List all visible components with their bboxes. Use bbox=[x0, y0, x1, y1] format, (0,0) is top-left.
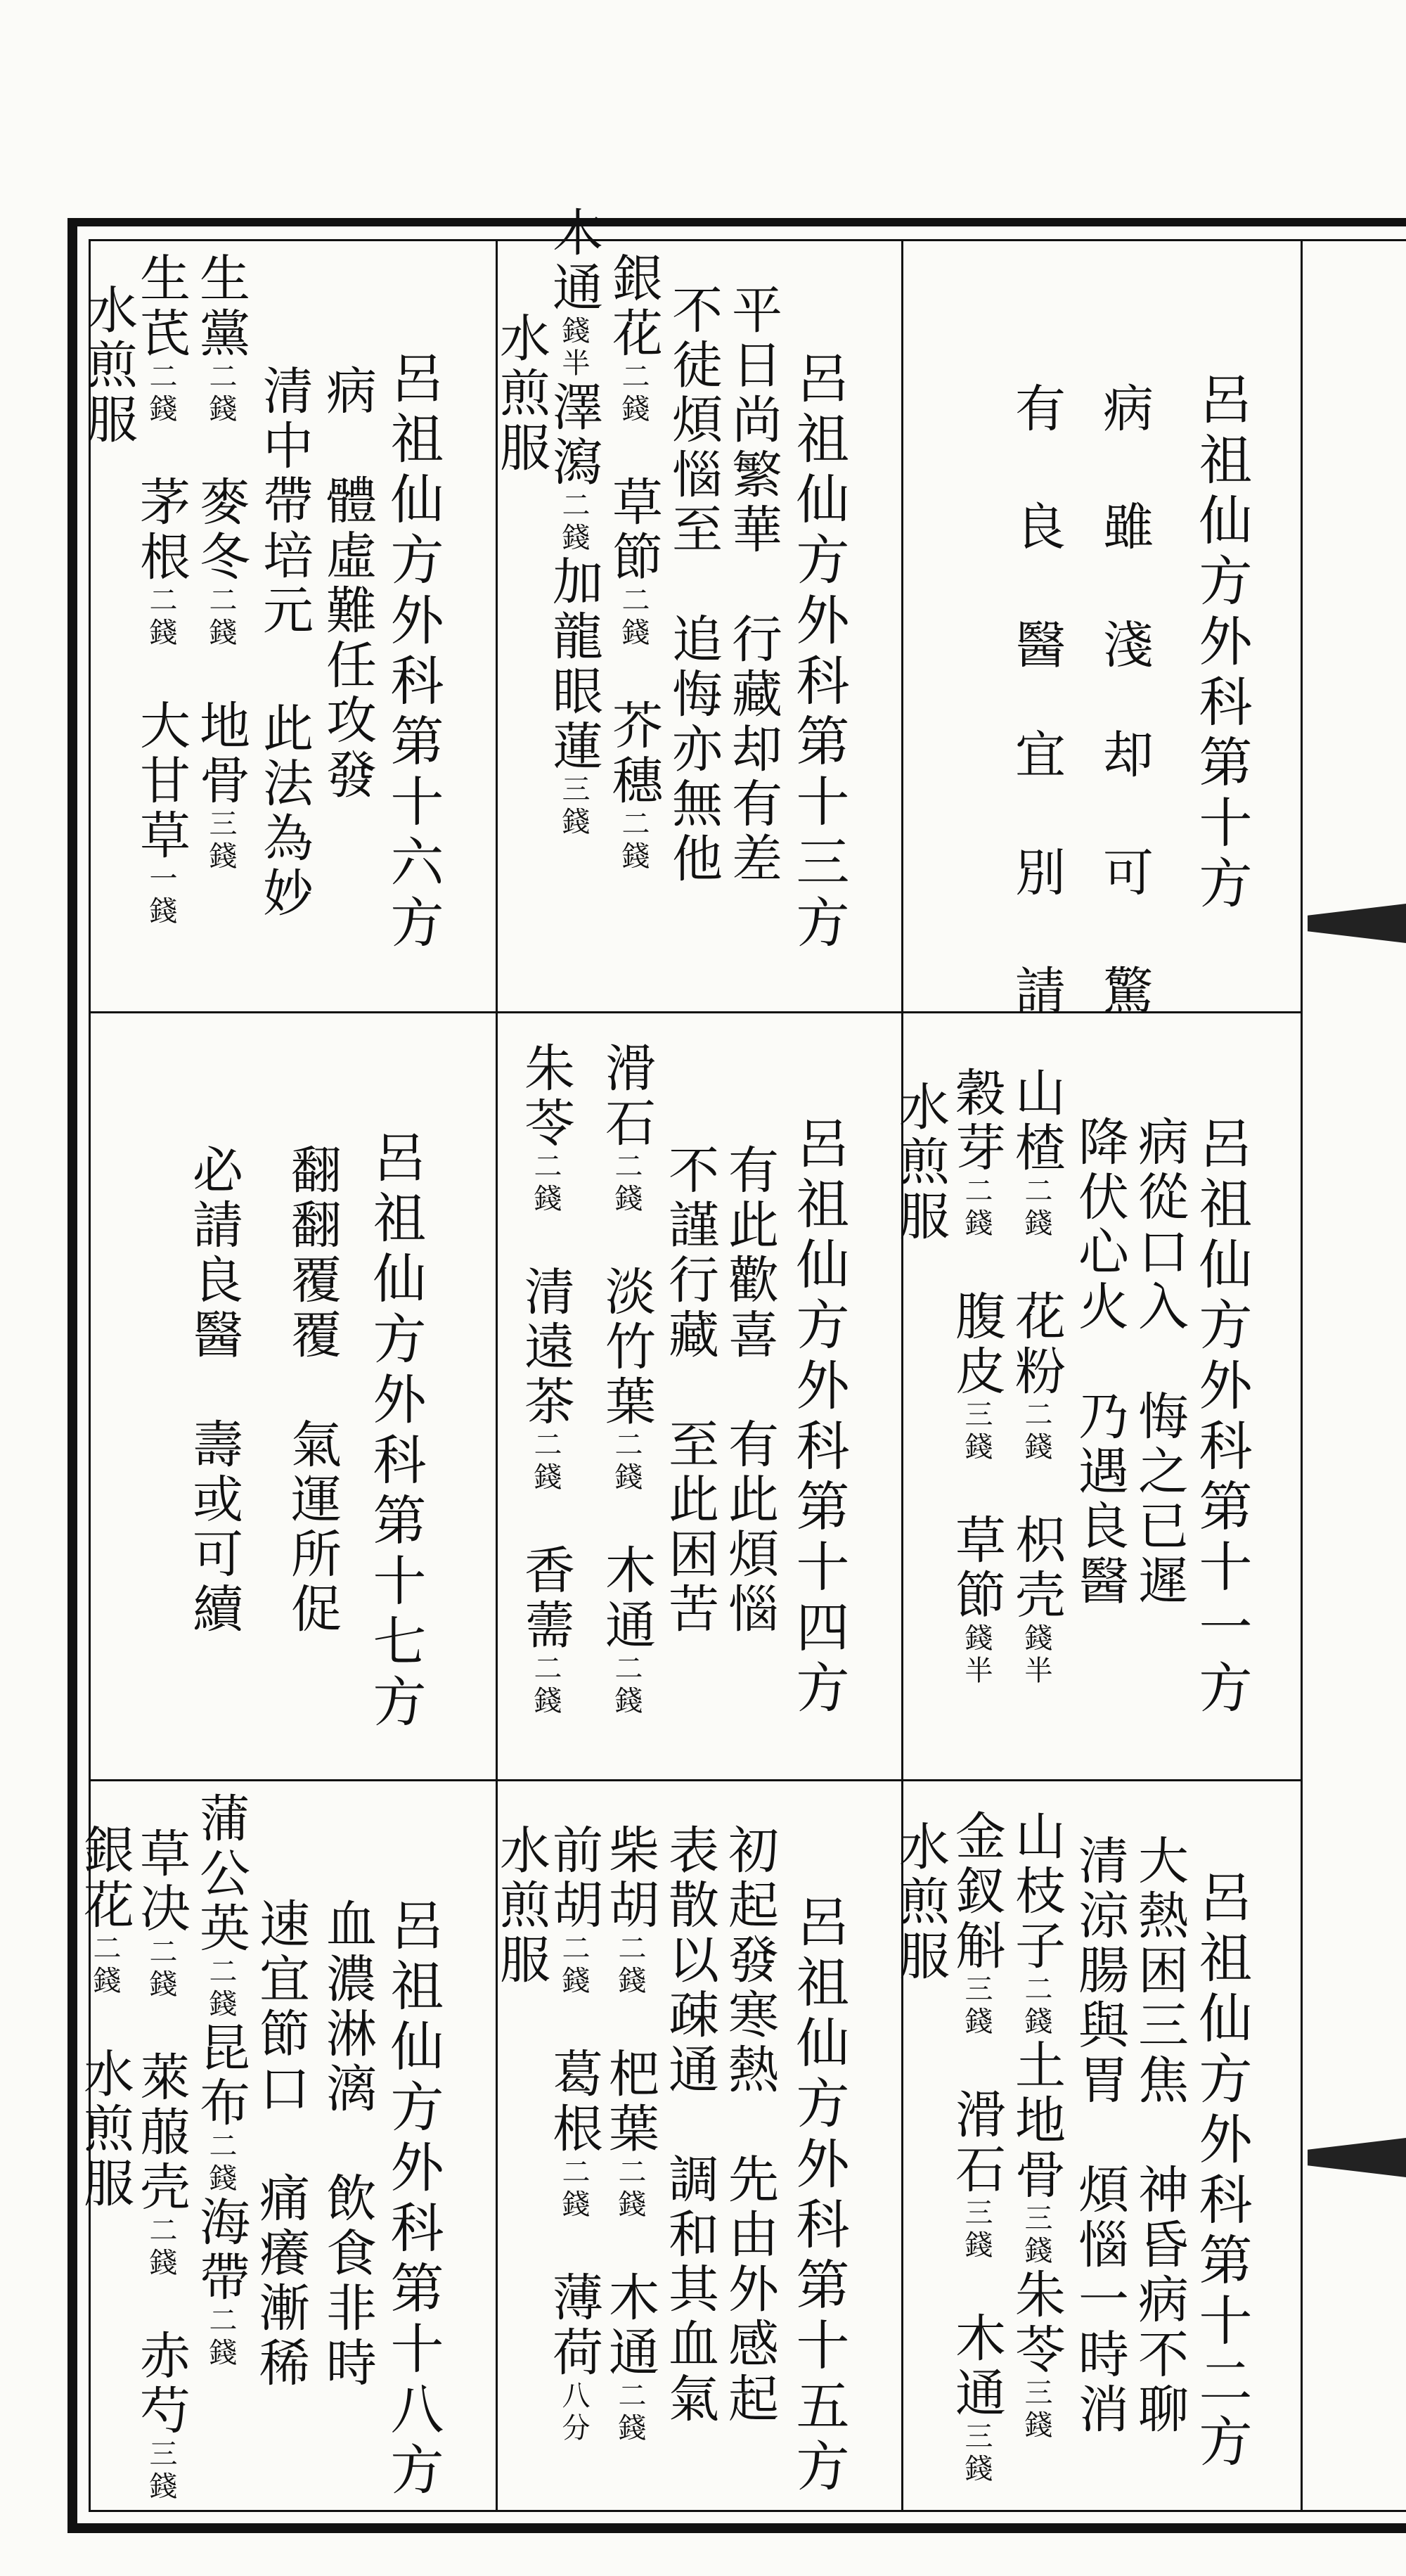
formula-18 bbox=[75, 1781, 496, 2512]
herb-line: 生黨二錢麥冬二錢地骨三錢 bbox=[191, 252, 250, 873]
formula-title: 呂祖仙方外科第十八方 bbox=[382, 1897, 444, 2502]
formula-title: 呂祖仙方外科第十五方 bbox=[787, 1894, 850, 2499]
formula-17 bbox=[91, 1013, 496, 1779]
formula-10 bbox=[903, 241, 1301, 1019]
verse-line: 降伏心火 乃遇良醫 bbox=[1070, 1115, 1129, 1609]
herb-line: 穀芽二錢腹皮三錢草節錢半 bbox=[947, 1066, 1006, 1688]
verse-line: 有 良 醫 宜 別 請 bbox=[1007, 382, 1066, 1019]
formula-16 bbox=[79, 241, 496, 1011]
herb-line: 滑石二錢淡竹葉二錢木通二錢 bbox=[597, 1042, 656, 1718]
formula-title: 呂祖仙方外科第十方 bbox=[1190, 371, 1253, 916]
formula-14 bbox=[498, 1013, 901, 1779]
verse-line: 病從口入 悔之已遲 bbox=[1130, 1115, 1189, 1609]
formula-15 bbox=[491, 1781, 901, 2512]
herb-line: 山楂二錢花粉二錢枳壳錢半 bbox=[1007, 1066, 1066, 1688]
herb-line: 朱苓二錢清遠茶二錢香薷二錢 bbox=[516, 1042, 575, 1718]
herb-line: 生芪二錢茅根二錢大甘草一錢 bbox=[131, 252, 191, 928]
formula-13 bbox=[491, 206, 901, 1011]
method-text: 水煎服 bbox=[79, 283, 138, 448]
herb-line: 蒲公英二錢昆布二錢海帶二錢 bbox=[191, 1792, 250, 2370]
page-spine bbox=[1301, 239, 1303, 2512]
formula-11 bbox=[891, 1013, 1301, 1779]
verse-line: 大熱困三焦 神昏病不聊 bbox=[1130, 1834, 1189, 2437]
verse-line: 初起發寒熱 先由外感起 bbox=[720, 1824, 779, 2427]
verse-line: 翻翻覆覆 氣運所促 bbox=[283, 1143, 342, 1637]
verse-line: 平日尚繁華 行藏却有差 bbox=[723, 283, 782, 887]
formula-12 bbox=[891, 1781, 1301, 2512]
formula-title: 呂祖仙方外科第十四方 bbox=[787, 1115, 850, 1720]
verse-line: 病 雖 淺 却 可 驚 bbox=[1095, 382, 1154, 1019]
verse-line: 病 體虛難任攻發 bbox=[318, 364, 377, 803]
verse-line: 血濃淋漓 飲食非時 bbox=[318, 1897, 377, 2391]
method-text: 水煎服 bbox=[491, 312, 550, 476]
formula-title: 呂祖仙方外科第十二方 bbox=[1190, 1869, 1253, 2474]
herb-line: 木通錢半澤瀉二錢加龍眼蓮三錢 bbox=[544, 206, 603, 839]
herb-line: 銀花二錢草節二錢芥穗二錢 bbox=[604, 252, 663, 873]
formula-title: 呂祖仙方外科第十一方 bbox=[1190, 1115, 1253, 1720]
verse-line: 不徒煩惱至 追悔亦無他 bbox=[664, 283, 723, 887]
herb-line: 前胡二錢葛根二錢薄荷八分 bbox=[544, 1824, 603, 2445]
method-text: 水煎服 bbox=[891, 1820, 950, 1985]
method-text: 水煎服 bbox=[891, 1080, 950, 1245]
verse-line: 清涼腸與胃 煩惱一時消 bbox=[1070, 1834, 1129, 2437]
herb-line: 金釵斛三錢滑石三錢木通三錢 bbox=[947, 1809, 1006, 2486]
formula-title: 呂祖仙方外科第十七方 bbox=[364, 1129, 427, 1734]
verse-line: 不謹行藏 至此困苦 bbox=[660, 1143, 719, 1637]
formula-title: 呂祖仙方外科第十三方 bbox=[787, 350, 850, 955]
verse-line: 表散以疎通 調和其血氣 bbox=[660, 1824, 719, 2427]
verse-line: 有此歡喜 有此煩惱 bbox=[720, 1143, 779, 1637]
herb-line: 銀花二錢水煎服 bbox=[75, 1824, 134, 2212]
verse-line: 必請良醫 壽或可續 bbox=[184, 1143, 243, 1637]
herb-line: 山枝子二錢土地骨三錢朱苓三錢 bbox=[1007, 1809, 1066, 2442]
herb-line: 草决二錢萊菔壳二錢赤芍三錢 bbox=[131, 1827, 191, 2504]
verse-line: 清中帶培元 此法為妙 bbox=[254, 364, 314, 921]
method-text: 水煎服 bbox=[491, 1824, 550, 1988]
formula-title: 呂祖仙方外科第十六方 bbox=[382, 350, 444, 955]
verse-line: 速宜節口 痛癢漸稀 bbox=[251, 1897, 310, 2391]
herb-line: 柴胡二錢杷葉二錢木通二錢 bbox=[600, 1824, 659, 2445]
